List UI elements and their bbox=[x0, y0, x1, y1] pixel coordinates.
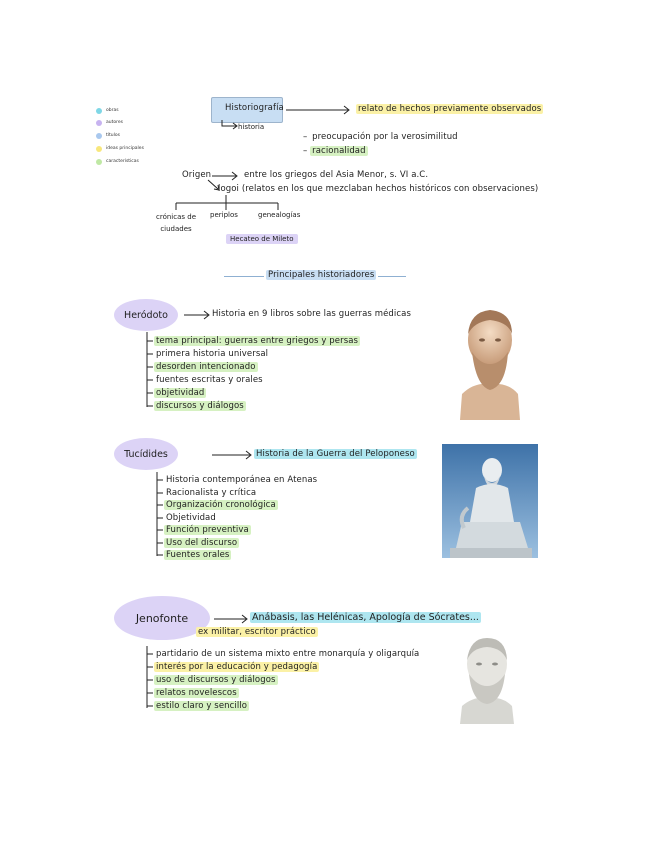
title-historiografia: Historiografía bbox=[225, 103, 284, 113]
herodoto-item-text: primera historia universal bbox=[156, 349, 269, 359]
tucidides-item-text: Uso del discurso bbox=[166, 538, 238, 548]
legend-label: ideas principales bbox=[106, 146, 144, 151]
herodoto-item-text: objetividad bbox=[156, 388, 205, 398]
arrow-herodoto bbox=[184, 309, 214, 321]
jenofonte-item-text: interés por la educación y pedagogía bbox=[156, 662, 318, 672]
herodoto-item-text: desorden intencionado bbox=[156, 362, 256, 372]
tucidides-item-text: Organización cronológica bbox=[166, 500, 276, 510]
top-point-1: – preocupación por la verosimilitud bbox=[303, 132, 458, 142]
jenofonte-item-text: partidario de un sistema mixto entre monarquía y oligarquía bbox=[156, 649, 420, 659]
historiografia-sub: historia bbox=[238, 123, 265, 131]
tucidides-item bbox=[164, 538, 239, 549]
arrow-jenofonte bbox=[214, 613, 252, 625]
legend-label: obras bbox=[106, 108, 119, 113]
logoi-text: logoi (relatos en los que mezclaban hechos históricos con observaciones) bbox=[218, 184, 539, 194]
tucidides-statue-image bbox=[442, 444, 538, 558]
legend-dot-titulos bbox=[96, 133, 102, 139]
jenofonte-item bbox=[154, 675, 278, 686]
author-herodoto-name: Heródoto bbox=[124, 309, 168, 321]
legend-label: títulos bbox=[106, 133, 120, 138]
branch-genealogias: genealogías bbox=[258, 211, 301, 219]
legend-dot-autores bbox=[96, 120, 102, 126]
legend-label: características bbox=[106, 159, 139, 164]
herodoto-work: Historia en 9 libros sobre las guerras médicas bbox=[212, 309, 411, 319]
jenofonte-item bbox=[154, 701, 249, 712]
herodoto-bust-image bbox=[452, 302, 528, 420]
origin-text: entre los griegos del Asia Menor, s. VI a.C. bbox=[244, 170, 429, 180]
top-point-2-text: racionalidad bbox=[312, 146, 366, 156]
tucidides-item bbox=[164, 550, 231, 561]
branch-periplos: periplos bbox=[210, 211, 238, 219]
author-tucidides bbox=[114, 438, 178, 470]
jenofonte-item bbox=[154, 662, 319, 673]
branch-tree bbox=[170, 195, 290, 211]
jenofonte-item bbox=[154, 649, 421, 660]
section-title-text: Principales historiadores bbox=[268, 270, 375, 280]
jenofonte-item bbox=[154, 688, 239, 699]
tucidides-item bbox=[164, 513, 218, 524]
legend-dot-caracteristicas bbox=[96, 159, 102, 165]
tucidides-item bbox=[164, 525, 251, 536]
herodoto-item bbox=[154, 388, 206, 399]
arrow-tucidides bbox=[212, 449, 256, 461]
herodoto-item bbox=[154, 349, 270, 360]
origin-label: Origen bbox=[182, 170, 212, 180]
legend-dot-obras bbox=[96, 108, 102, 114]
author-jenofonte-name: Jenofonte bbox=[135, 611, 189, 625]
herodoto-item bbox=[154, 401, 246, 412]
jenofonte-item-text: estilo claro y sencillo bbox=[156, 701, 248, 711]
tucidides-item bbox=[164, 475, 319, 486]
jenofonte-bust-image bbox=[450, 632, 524, 724]
tucidides-work-text: Historia de la Guerra del Peloponeso bbox=[256, 449, 415, 459]
jenofonte-work bbox=[250, 611, 481, 624]
historiografia-desc bbox=[356, 104, 543, 115]
jenofonte-item-text: relatos novelescos bbox=[156, 688, 237, 698]
arrow-to-sub bbox=[220, 120, 240, 132]
tucidides-item bbox=[164, 488, 258, 499]
tucidides-item-text: Fuentes orales bbox=[166, 550, 230, 560]
herodoto-item bbox=[154, 336, 360, 347]
arrow-to-desc bbox=[286, 104, 356, 116]
top-point-1-text: preocupación por la verosimilitud bbox=[312, 132, 458, 142]
herodoto-item-text: tema principal: guerras entre griegos y persas bbox=[156, 336, 359, 346]
tucidides-work bbox=[254, 449, 417, 460]
herodoto-item bbox=[154, 375, 265, 386]
legend-dot-ideas bbox=[96, 146, 102, 152]
herodoto-item-text: discursos y diálogos bbox=[156, 401, 244, 411]
tucidides-item-text: Historia contemporánea en Atenas bbox=[166, 475, 318, 485]
jenofonte-sub bbox=[196, 627, 318, 638]
author-tucidides-name: Tucídides bbox=[124, 448, 168, 460]
branch-cronicas bbox=[150, 211, 202, 235]
historiografia-desc-text: relato de hechos previamente observados bbox=[358, 104, 542, 114]
tucidides-item-text: Función preventiva bbox=[166, 525, 249, 535]
tucidides-item bbox=[164, 500, 278, 511]
jenofonte-item-text: uso de discursos y diálogos bbox=[156, 675, 276, 685]
herodoto-item-text: fuentes escritas y orales bbox=[156, 375, 263, 385]
jenofonte-sub-text: ex militar, escritor práctico bbox=[198, 627, 316, 637]
hecateo bbox=[226, 235, 298, 244]
legend-label: autores bbox=[106, 120, 123, 125]
branch-cronicas-text: crónicas de ciudades bbox=[156, 213, 196, 233]
tucidides-item-text: Racionalista y crítica bbox=[166, 488, 257, 498]
tucidides-item-text: Objetividad bbox=[166, 513, 216, 523]
top-point-2: – racionalidad bbox=[303, 146, 366, 156]
section-title bbox=[264, 270, 378, 281]
jenofonte-work-text: Anábasis, las Helénicas, Apología de Sócrates... bbox=[252, 612, 479, 623]
author-herodoto bbox=[114, 299, 178, 331]
herodoto-item bbox=[154, 362, 258, 373]
hecateo-text: Hecateo de Mileto bbox=[226, 234, 298, 244]
